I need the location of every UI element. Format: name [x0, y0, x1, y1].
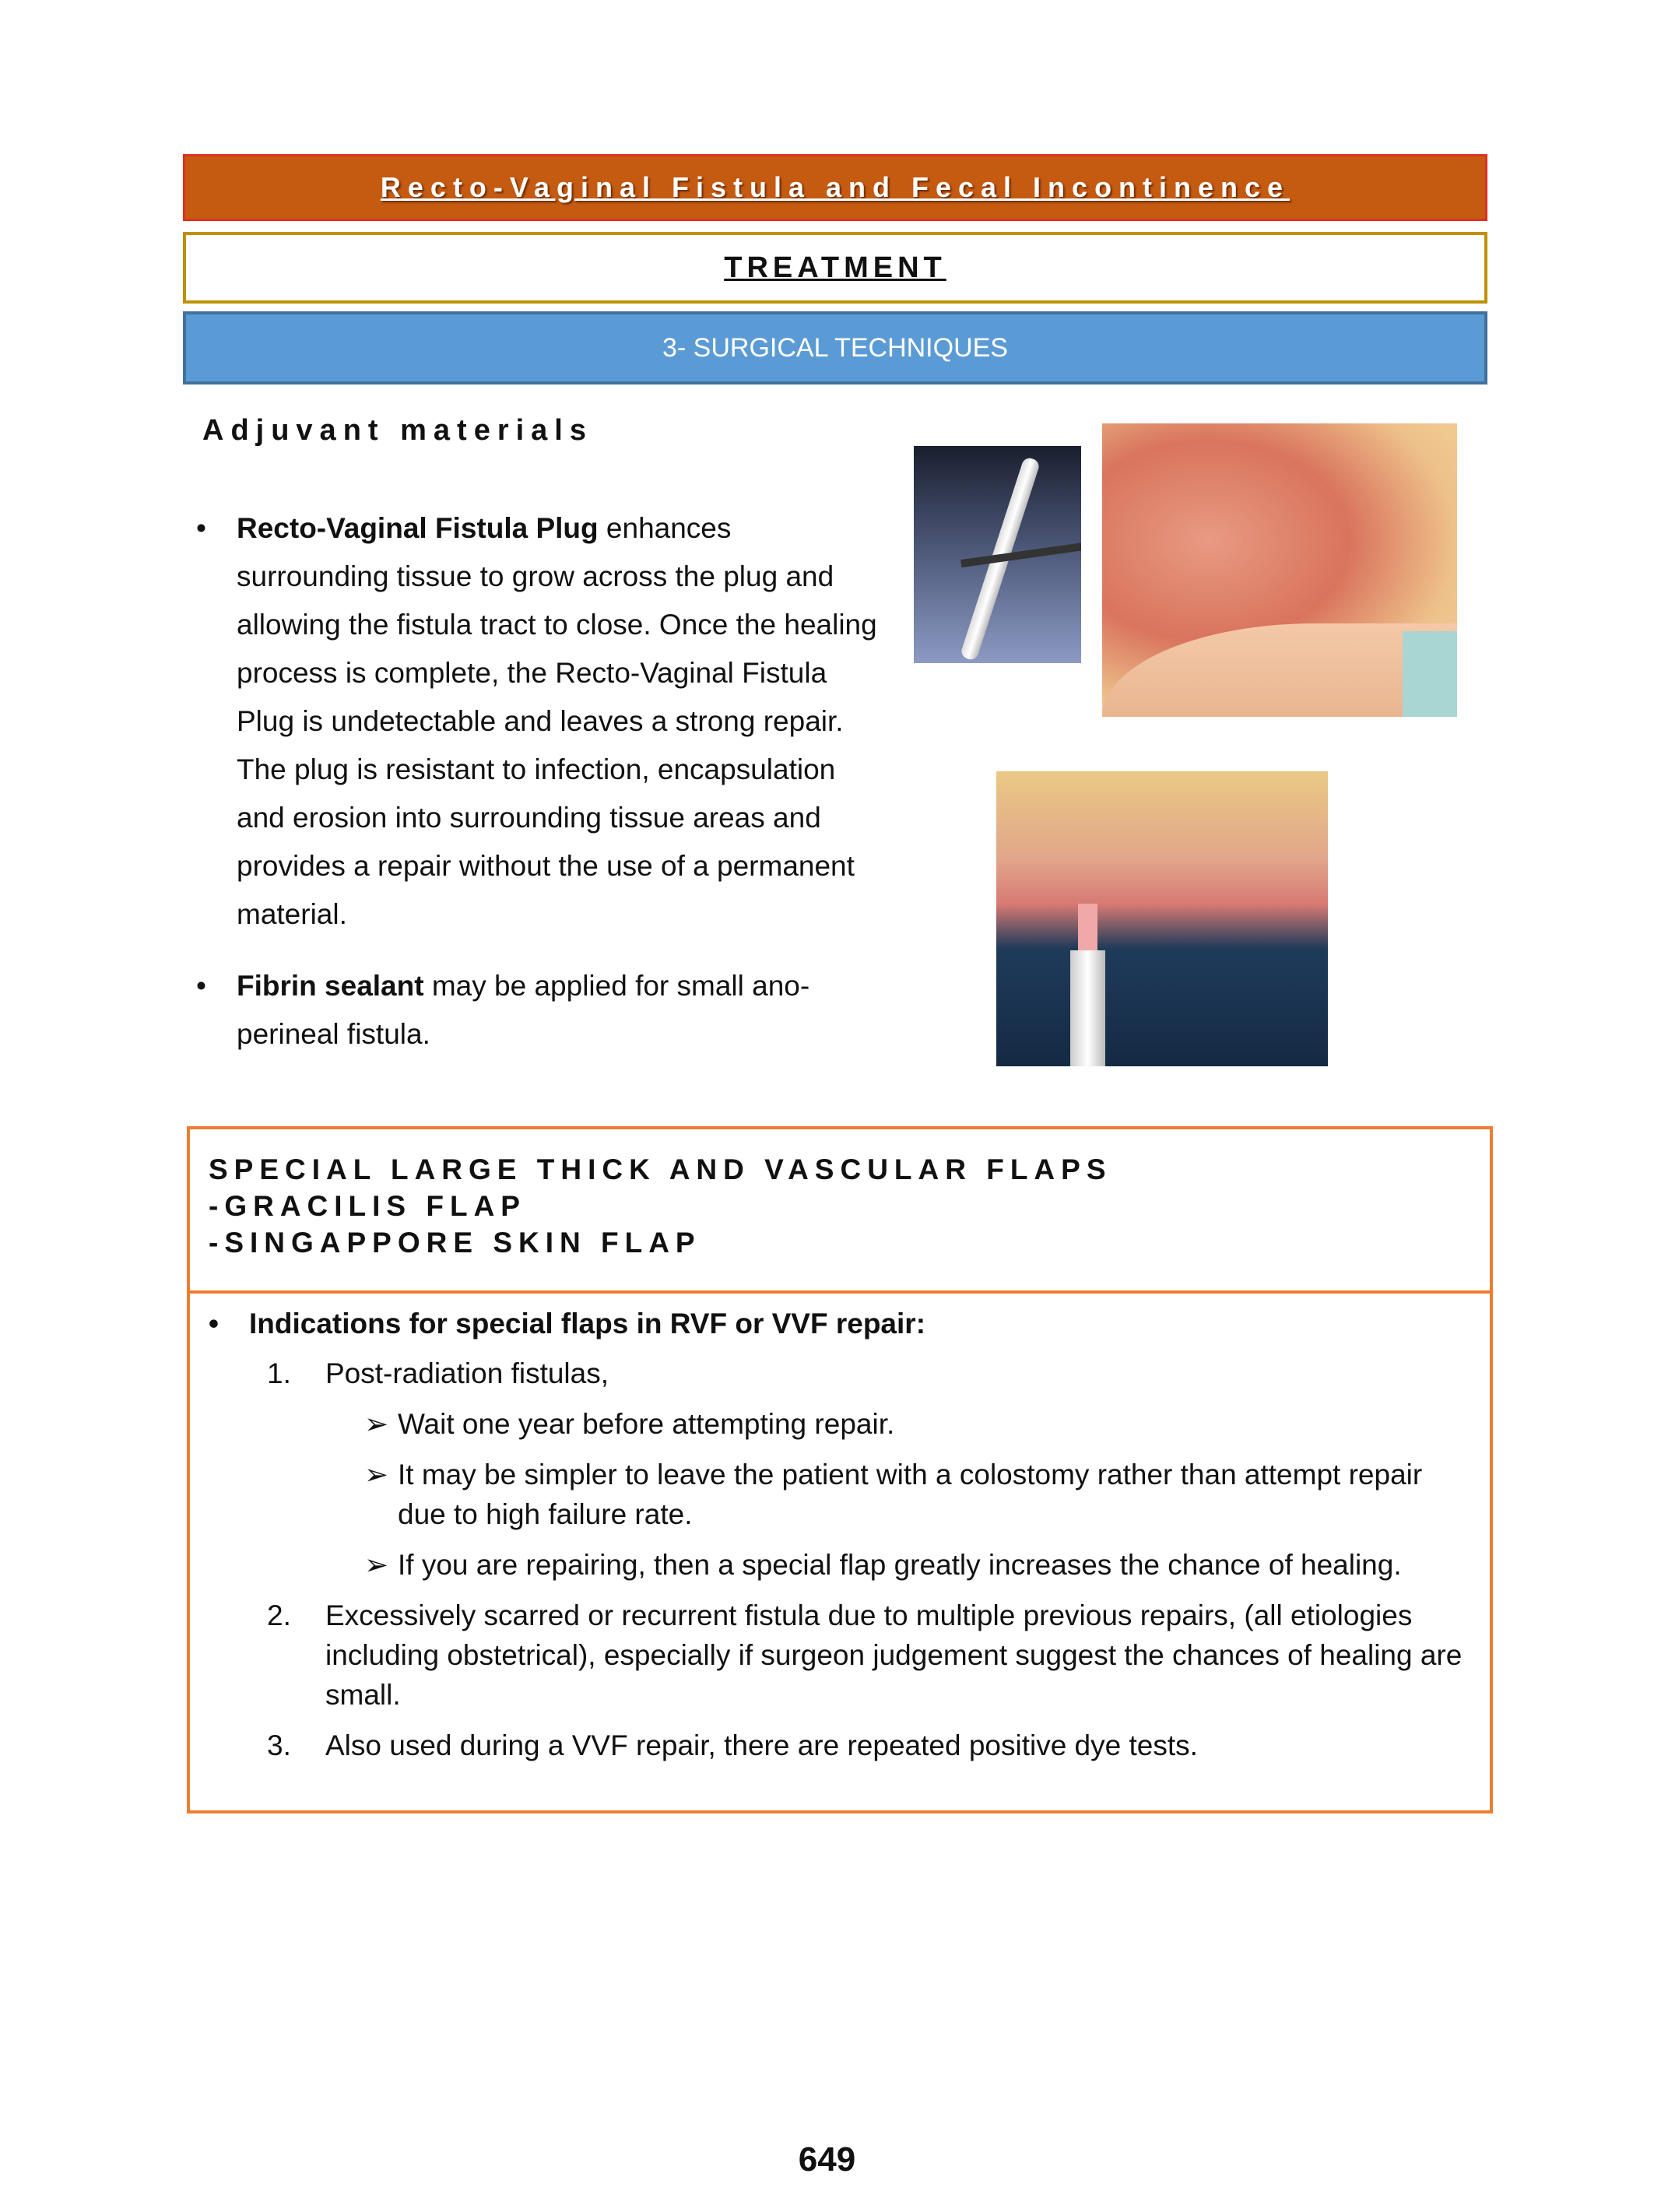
lead-text: Indications for special flaps in RVF or VVF repair: [249, 1308, 926, 1339]
item-text: enhances surrounding tissue to grow across the plug and allowing the fistula tract to close. Once the healing process is complete, the Recto-Vaginal Fistula Plug is undetectable and leaves a strong repair. The plug is resistant to infection, encapsulation and erosion into surrounding tissue areas and provides a repair without the use of a permanent material. [237, 512, 877, 930]
arrow-bullet-icon: ➢ [364, 1459, 389, 1490]
item-term: Recto-Vaginal Fistula Plug [237, 512, 599, 544]
list-item [196, 504, 881, 939]
numbered-item [209, 1726, 1474, 1765]
arrow-bullet-icon: ➢ [364, 1549, 389, 1581]
subsection-banner [183, 311, 1487, 384]
item-text: may be applied for small ano-perineal fistula. [237, 970, 810, 1050]
numbered-item [209, 1596, 1474, 1715]
sub-text: It may be simpler to leave the patient with a colostomy rather than attempt repair due to high failure rate. [398, 1459, 1423, 1530]
arrow-bullet-icon: ➢ [364, 1408, 389, 1440]
sub-item [209, 1455, 1474, 1534]
sub-item [209, 1404, 1474, 1444]
adjuvant-list [196, 504, 881, 1082]
flaps-title [209, 1151, 1112, 1261]
divider [190, 1290, 1490, 1294]
adjuvant-heading: Adjuvant materials [202, 414, 593, 447]
fistula-plug-image [914, 446, 1081, 663]
chapter-title-banner [183, 154, 1487, 221]
list-item [196, 962, 881, 1059]
flaps-title-line: SPECIAL LARGE THICK AND VASCULAR FLAPS [209, 1153, 1112, 1185]
item-term: Fibrin sealant [237, 970, 424, 1002]
item-text: Excessively scarred or recurrent fistula due to multiple previous repairs, (all etiologies including obstetrical), especially if surgeon judgement suggest the chances of healing are small. [325, 1599, 1463, 1711]
flaps-title-line: -SINGAPPORE SKIN FLAP [209, 1227, 701, 1259]
item-number: 1. [267, 1357, 291, 1389]
sub-item [209, 1545, 1474, 1585]
pelvic-anatomy-image [1102, 423, 1457, 717]
item-text: Also used during a VVF repair, there are repeated positive dye tests. [325, 1729, 1198, 1761]
bullet: • [196, 970, 206, 1002]
special-flaps-box [187, 1126, 1493, 1813]
item-number: 3. [267, 1729, 291, 1761]
numbered-item [209, 1354, 1474, 1393]
bullet: • [209, 1308, 219, 1339]
item-number: 2. [267, 1599, 291, 1631]
chapter-title: Recto-Vaginal Fistula and Fecal Incontinence [380, 171, 1291, 203]
sub-text: If you are repairing, then a special flap greatly increases the chance of healing. [398, 1549, 1402, 1581]
sub-text: Wait one year before attempting repair. [398, 1408, 895, 1440]
indications-lead [209, 1305, 1474, 1343]
fibrin-sealant-image [996, 771, 1328, 1066]
indications [209, 1305, 1474, 1765]
bullet: • [196, 512, 206, 544]
flaps-title-line: -GRACILIS FLAP [209, 1190, 526, 1222]
item-text: Post-radiation fistulas, [325, 1357, 609, 1389]
subsection-title: 3- SURGICAL TECHNIQUES [662, 332, 1008, 363]
page-number: 649 [798, 2140, 856, 2179]
section-banner [183, 232, 1487, 304]
section-title: TREATMENT [724, 251, 946, 284]
